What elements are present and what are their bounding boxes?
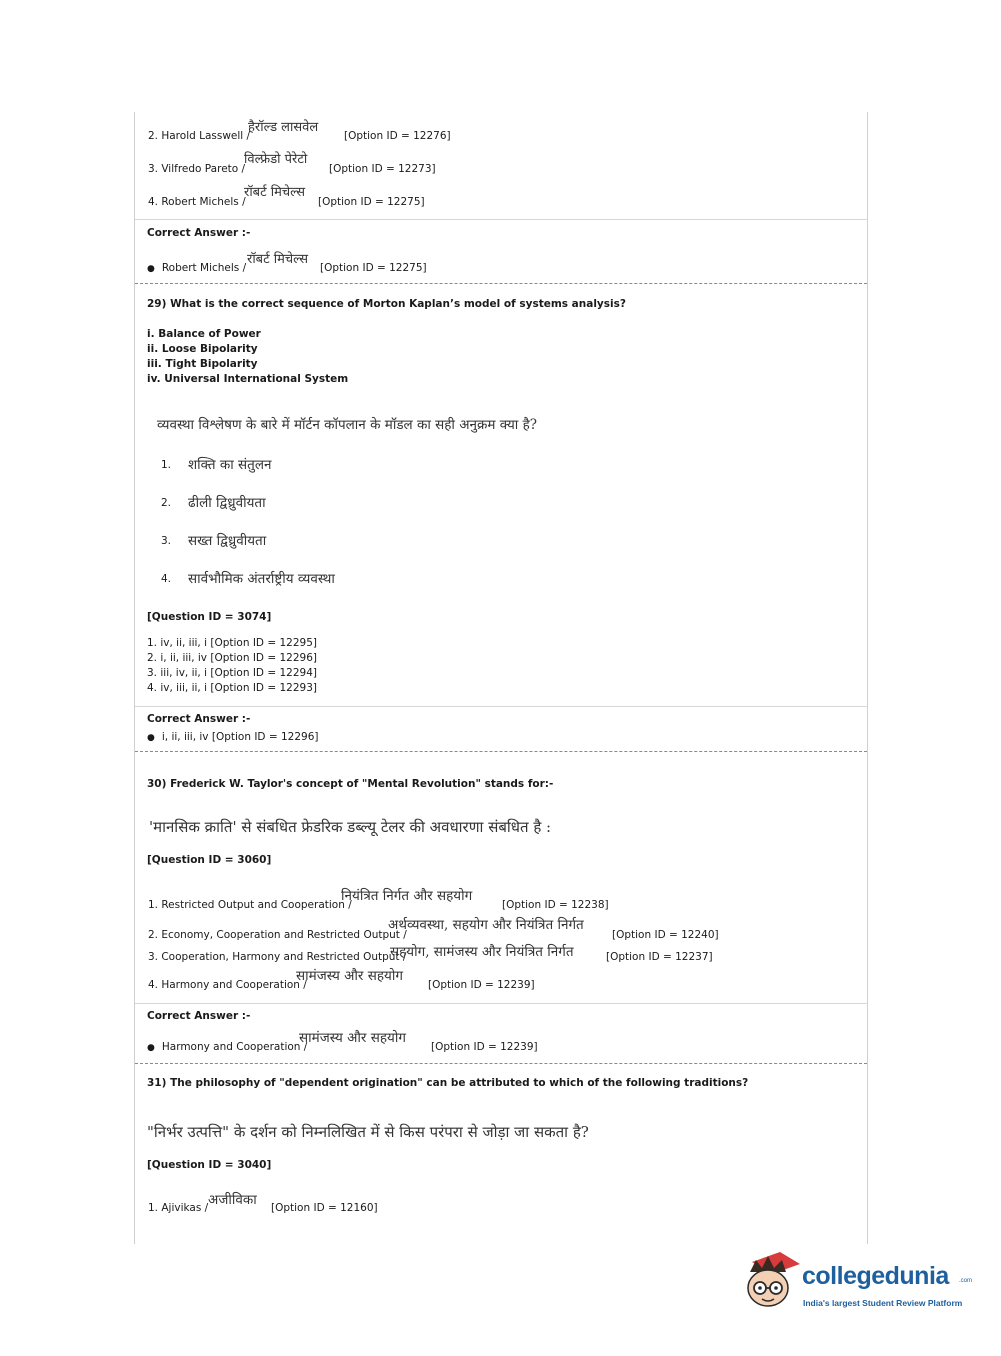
page-frame-right (867, 112, 868, 1244)
q28-option-2-id: [Option ID = 12276] (344, 130, 451, 142)
mascot-icon (740, 1248, 802, 1310)
q29-option: 2. i, ii, iii, iv [Option ID = 12296] (147, 652, 317, 664)
q29-correct-label: Correct Answer :- (147, 713, 251, 725)
q30-correct-en: Harmony and Cooperation / (161, 1041, 308, 1053)
q28-correct-id: [Option ID = 12275] (320, 262, 427, 274)
q29-hindi-item-text: सख्त द्विध्रुवीयता (188, 533, 267, 549)
q29-item: i. Balance of Power (147, 328, 261, 340)
q28-option-3-id: [Option ID = 12273] (329, 163, 436, 175)
q30-option-4-hi: सामंजस्य और सहयोग (296, 968, 403, 984)
q31-question: 31) The philosophy of "dependent origination" can be attributed to which of the following traditions? (147, 1077, 749, 1089)
q30-correct-label: Correct Answer :- (147, 1010, 251, 1022)
q29-option: 4. iv, iii, ii, i [Option ID = 12293] (147, 682, 317, 694)
q29-option: 1. iv, ii, iii, i [Option ID = 12295] (147, 637, 317, 649)
q31-option-1-id: [Option ID = 12160] (271, 1202, 378, 1214)
q28-option-4-hi: रॉबर्ट मिचेल्स (244, 185, 305, 200)
q30-correct-hi: सामंजस्य और सहयोग (299, 1030, 406, 1046)
q29-question-id: [Question ID = 3074] (147, 611, 272, 623)
q30-option-4-id: [Option ID = 12239] (428, 979, 535, 991)
q28-option-4-en: 4. Robert Michels / (148, 196, 246, 208)
q29-hindi-item-text: ढीली द्विध्रुवीयता (188, 495, 266, 511)
collegedunia-logo (740, 1248, 973, 1318)
q31-option-1-en: 1. Ajivikas / (148, 1202, 209, 1214)
divider (135, 219, 867, 220)
q30-question: 30) Frederick W. Taylor's concept of "Mental Revolution" stands for:- (147, 778, 554, 790)
bullet-icon: ● (147, 1043, 155, 1053)
q30-option-1-id: [Option ID = 12238] (502, 899, 609, 911)
bullet-icon: ● (147, 733, 155, 743)
brand-suffix: .com (959, 1278, 973, 1284)
q29-hindi-item-text: सार्वभौमिक अंतर्राष्ट्रीय व्यवस्था (188, 571, 335, 587)
q29-item: iv. Universal International System (147, 373, 349, 385)
question-separator (135, 1063, 867, 1064)
q29-hindi-item-num: 2. (161, 497, 172, 509)
q28-correct-en: Robert Michels / (161, 262, 247, 274)
q29-item: iii. Tight Bipolarity (147, 358, 258, 370)
q31-hindi-question: "निर्भर उत्पत्ति" के दर्शन को निम्नलिखित में से किस परंपरा से जोड़ा जा सकता है? (147, 1123, 589, 1141)
brand-name: collegedunia (802, 1262, 949, 1290)
q30-option-2-id: [Option ID = 12240] (612, 929, 719, 941)
q30-question-id: [Question ID = 3060] (147, 854, 272, 866)
page-frame-left (134, 112, 135, 1244)
q28-option-3-en: 3. Vilfredo Pareto / (148, 163, 246, 175)
q28-option-4-id: [Option ID = 12275] (318, 196, 425, 208)
q29-hindi-item-num: 4. (161, 573, 172, 585)
q28-correct-hi: रॉबर्ट मिचेल्स (247, 252, 308, 267)
q30-option-1-hi: नियंत्रित निर्गत और सहयोग (341, 888, 473, 904)
divider (135, 1003, 867, 1004)
question-separator (135, 283, 867, 284)
q29-correct-text: i, ii, iii, iv [Option ID = 12296] (161, 731, 319, 743)
q29-correct-answer (147, 731, 319, 743)
q30-hindi-question: 'मानसिक क्राति' से संबधित फ्रेडरिक डब्ल्यू टेलर की अवधारणा संबधित है : (149, 818, 552, 836)
q29-hindi-question: व्यवस्था विश्लेषण के बारे में मॉर्टन कॉपलान के मॉडल का सही अनुक्रम क्या है? (157, 417, 538, 433)
q29-hindi-item-text: शक्ति का संतुलन (188, 457, 272, 473)
q30-option-4-en: 4. Harmony and Cooperation / (148, 979, 307, 991)
q28-correct-label: Correct Answer :- (147, 227, 251, 239)
q30-correct-id: [Option ID = 12239] (431, 1041, 538, 1053)
q29-hindi-item-num: 3. (161, 535, 172, 547)
q28-option-2-hi: हैरॉल्ड लासवेल (248, 120, 319, 135)
divider (135, 706, 867, 707)
brand-tagline: India's largest Student Review Platform (803, 1298, 963, 1308)
q29-hindi-item-num: 1. (161, 459, 172, 471)
q30-option-2-en: 2. Economy, Cooperation and Restricted Output / (148, 929, 407, 941)
q30-option-1-en: 1. Restricted Output and Cooperation / (148, 899, 352, 911)
q29-item: ii. Loose Bipolarity (147, 343, 258, 355)
bullet-icon: ● (147, 264, 155, 274)
q30-option-3-en: 3. Cooperation, Harmony and Restricted Output / (148, 951, 407, 963)
q30-option-2-hi: अर्थव्यवस्था, सहयोग और नियंत्रित निर्गत (388, 917, 584, 933)
q31-option-1-hi: अजीविका (208, 1192, 257, 1208)
q30-option-3-id: [Option ID = 12237] (606, 951, 713, 963)
q28-option-2-en: 2. Harold Lasswell / (148, 130, 251, 142)
q30-option-3-hi: सहयोग, सामंजस्य और नियंत्रित निर्गत (390, 944, 574, 960)
q28-option-3-hi: विल्फ्रेडो पेरेटो (244, 152, 308, 167)
question-separator (135, 751, 867, 752)
q31-question-id: [Question ID = 3040] (147, 1159, 272, 1171)
q29-option: 3. iii, iv, ii, i [Option ID = 12294] (147, 667, 317, 679)
q29-question: 29) What is the correct sequence of Morton Kaplan’s model of systems analysis? (147, 298, 626, 310)
